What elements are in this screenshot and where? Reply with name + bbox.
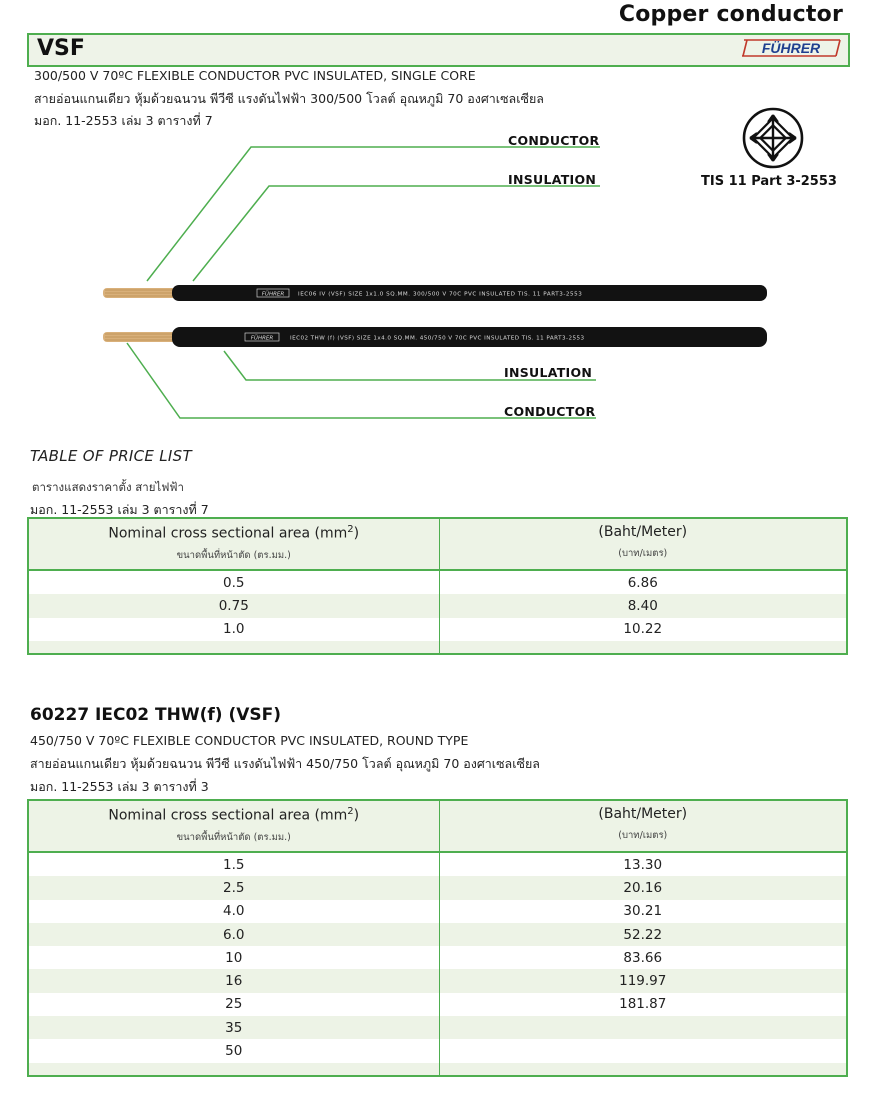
callout-conductor-bottom: CONDUCTOR	[504, 404, 596, 419]
table1-header-price: (Baht/Meter) (บาท/เมตร)	[439, 518, 847, 570]
product2-description-th: สายอ่อนแกนเดียว หุ้มด้วยฉนวน พีวีซี แรงดันไฟฟ้า 450/750 โวลต์ อุณหภูมิ 70 องศาเซลเซียล	[30, 756, 540, 771]
product-code: VSF	[37, 36, 85, 61]
price-list-title: TABLE OF PRICE LIST	[30, 447, 192, 465]
cable2-logo-text: FÜHRER	[250, 335, 274, 342]
table-row: 2.5 20.16	[28, 876, 847, 899]
leader-insulation-top	[193, 186, 600, 281]
table2-header-price: (Baht/Meter) (บาท/เมตร)	[439, 800, 847, 852]
cable-diagram	[0, 130, 871, 430]
leader-conductor-top	[147, 147, 600, 281]
product2-title: 60227 IEC02 THW(f) (VSF)	[30, 705, 282, 725]
fuhrer-logo	[740, 38, 842, 58]
product2-standard: มอก. 11-2553 เล่ม 3 ตารางที่ 3	[30, 779, 209, 794]
table-row: 16 119.97	[28, 969, 847, 992]
table-row: 10 83.66	[28, 946, 847, 969]
table-row: 4.0 30.21	[28, 900, 847, 923]
table-row: 50	[28, 1039, 847, 1062]
svg-text:FÜHRER: FÜHRER	[761, 40, 821, 56]
table-row: 25 181.87	[28, 993, 847, 1016]
cable1-logo-text: FÜHRER	[261, 291, 285, 298]
table1-header-area: Nominal cross sectional area $(mm^2)$ ขนาดพื้นที่หน้าตัด (ตร.มม.)	[28, 518, 439, 570]
cable-2	[103, 327, 767, 347]
callout-insulation-top: INSULATION	[508, 172, 597, 187]
product1-description-th: สายอ่อนแกนเดียว หุ้มด้วยฉนวน พีวีซี แรงดันไฟฟ้า 300/500 โวลต์ อุณหภูมิ 70 องศาเซลเซียล	[34, 91, 544, 106]
table-row: 0.5 6.86	[28, 570, 847, 594]
cable2-print-text: IEC02 THW (f) (VSF) SIZE 1x4.0 SQ.MM. 450/750 V 70C PVC INSULATED TIS. 11 PART3-2553	[290, 335, 585, 342]
table2-header-area: Nominal cross sectional area $(mm^2)$ ขนาดพื้นที่หน้าตัด (ตร.มม.)	[28, 800, 439, 852]
table-row: 35	[28, 1016, 847, 1039]
product2-description-en: 450/750 V 70ºC FLEXIBLE CONDUCTOR PVC INSULATED, ROUND TYPE	[30, 733, 469, 748]
price-list-standard: มอก. 11-2553 เล่ม 3 ตารางที่ 7	[30, 502, 209, 517]
table-row	[28, 641, 847, 654]
cable-1	[103, 285, 767, 301]
price-table-1	[27, 517, 848, 655]
cable1-print-text: IEC06 IV (VSF) SIZE 1x1.0 SQ.MM. 300/500 V 70C PVC INSULATED TIS. 11 PART3-2553	[298, 291, 583, 298]
product-banner	[27, 33, 850, 67]
callout-insulation-bottom: INSULATION	[504, 365, 593, 380]
table-row: 1.0 10.22	[28, 618, 847, 641]
table-row	[28, 1063, 847, 1076]
page-heading: Copper conductor	[618, 2, 843, 27]
table-row: 6.0 52.22	[28, 923, 847, 946]
table-row: 0.75 8.40	[28, 594, 847, 617]
product1-standard: มอก. 11-2553 เล่ม 3 ตารางที่ 7	[34, 113, 213, 128]
price-list-subtitle: ตารางแสดงราคาตั้ง สายไฟฟ้า	[32, 480, 184, 494]
table-row: 1.5 13.30	[28, 852, 847, 876]
tis-certification-label: TIS 11 Part 3-2553	[701, 174, 837, 189]
callout-conductor-top: CONDUCTOR	[508, 133, 600, 148]
product1-description-en: 300/500 V 70ºC FLEXIBLE CONDUCTOR PVC INSULATED, SINGLE CORE	[34, 68, 476, 83]
price-table-2	[27, 799, 848, 1077]
